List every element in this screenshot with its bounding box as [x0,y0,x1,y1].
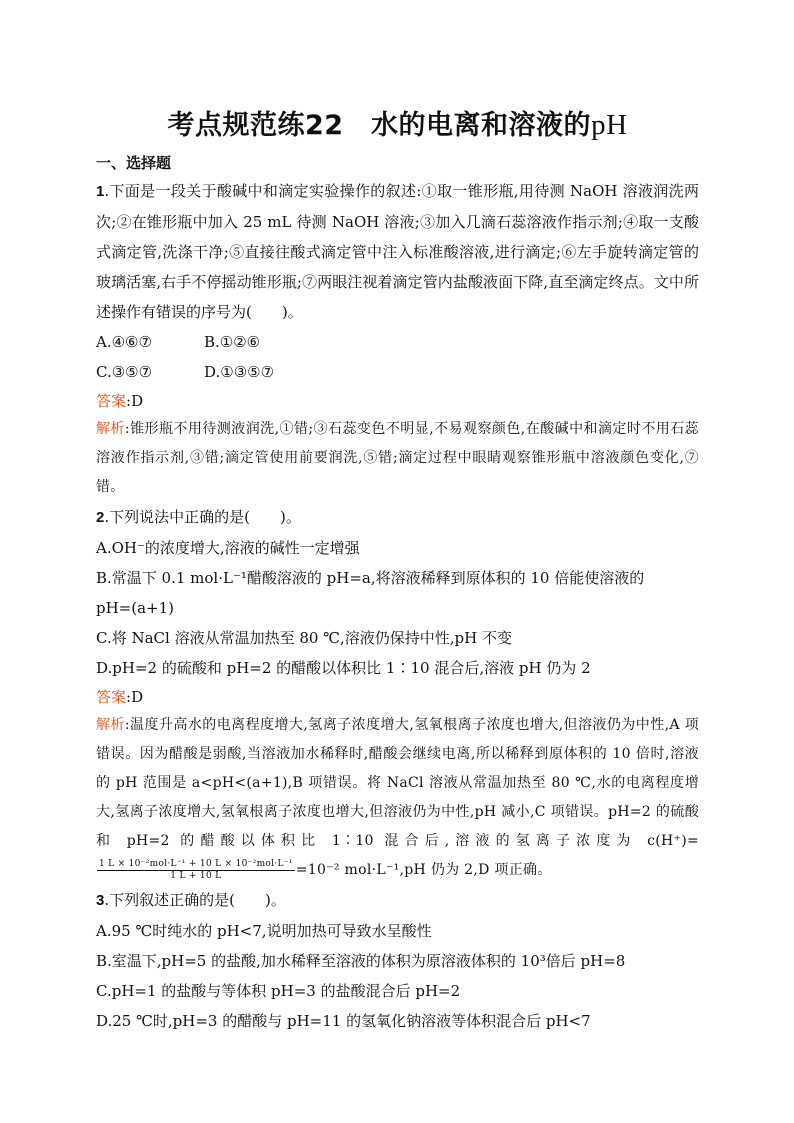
question-number: 3 [96,892,105,909]
option-a: A.OH⁻的浓度增大,溶液的碱性一定增强 [96,539,360,557]
option-b: B.①②⑥ [204,333,261,351]
explanation [96,711,699,885]
question-1 [96,176,699,502]
fraction-numerator: 1 L × 10⁻²mol·L⁻¹ + 10 L × 10⁻²mol·L⁻¹ [99,858,293,869]
options [96,327,699,387]
question-body: .下列说法中正确的是( )。 [104,508,301,526]
option-b: B.室温下,pH=5 的盐酸,加水稀释至溶液的体积为原溶液体积的 10³倍后 pH=8 [96,952,626,970]
answer-value: :D [126,688,144,706]
option-d: D.①③⑤⑦ [204,363,275,381]
question-3 [96,885,699,1036]
fraction-denominator: 1 L + 10 L [170,870,222,881]
explanation-text: :温度升高水的电离程度增大,氢离子浓度增大,氢氧根离子浓度也增大,但溶液仍为中性,A 项错误。因为醋酸是弱酸,当溶液加水稀释时,醋酸会继续电离,所以稀释到原体积的 10 倍时,溶液的 pH 范围是 a<pH<(a+1),B 项错误。将 NaCl 溶液从常温加热至 80 ℃,水的电离程度增大,氢离子浓度增大,氢氧根离子浓度也增大,但溶液仍为中性,pH 减小,C 项错误。pH=2 的硫酸和 pH=2 的醋酸以体积比 1∶10 混合后,溶液的氢离子浓度为 [96,717,699,849]
option-b-cont: pH=(a+1) [96,599,175,617]
option-a: A.95 ℃时纯水的 pH<7,说明加热可导致水呈酸性 [96,922,432,940]
title-ph: pH [591,109,628,141]
title-main: 考点规范练22 水的电离和溶液的 [167,110,592,141]
explanation [96,415,699,502]
concentration-fraction [97,859,295,882]
section-heading: 一、选择题 [96,154,172,172]
question-body: .下列叙述正确的是( )。 [104,891,286,909]
page-title [96,0,699,146]
explanation-label: 解析 [96,421,125,437]
formula-prefix: c(H⁺)= [647,833,699,849]
option-c: C.将 NaCl 溶液从常温加热至 80 ℃,溶液仍保持中性,pH 不变 [96,629,512,647]
question-text [96,176,699,327]
option-a: A.④⑥⑦ [96,333,152,351]
explanation-text: :锥形瓶不用待测液润洗,①错;③石蕊变色不明显,不易观察颜色,在酸碱中和滴定时不用石蕊溶液作指示剂,③错;滴定管使用前要润洗,⑤错;滴定过程中眼睛观察锥形瓶中溶液颜色变化,⑦错。 [96,421,699,495]
answer-value: :D [126,392,144,410]
option-c: C.③⑤⑦ [96,363,153,381]
question-2 [96,502,699,885]
answer-label: 答案 [96,688,127,706]
option-c: C.pH=1 的盐酸与等体积 pH=3 的盐酸混合后 pH=2 [96,982,461,1000]
option-b: B.常温下 0.1 mol·L⁻¹醋酸溶液的 pH=a,将溶液稀释到原体积的 10 倍能使溶液的 [96,569,645,587]
question-text [96,885,699,916]
option-d: D.pH=2 的硫酸和 pH=2 的醋酸以体积比 1∶10 混合后,溶液 pH 仍为 2 [96,659,591,677]
question-body: .下面是一段关于酸碱中和滴定实验操作的叙述:①取一锥形瓶,用待测 NaOH 溶液润洗两次;②在锥形瓶中加入 25 mL 待测 NaOH 溶液;③加入几滴石蕊溶液作指示剂;④取一支酸式滴定管,洗涤干净;⑤直接往酸式滴定管中注入标准酸溶液,进行滴定;⑥左手旋转滴定管的玻璃活塞,右手不停摇动锥形瓶;⑦两眼注视着滴定管内盐酸液面下降,直至滴定终点。文中所述操作有错误的序号为( )。 [96,182,699,321]
answer-label: 答案 [96,392,127,410]
answer [96,683,699,711]
option-d: D.25 ℃时,pH=3 的醋酸与 pH=11 的氢氧化钠溶液等体积混合后 pH<7 [96,1012,591,1030]
explanation-label: 解析 [96,717,125,733]
question-text [96,502,699,533]
formula-suffix: =10⁻² mol·L⁻¹,pH 仍为 2,D 项正确。 [295,862,552,878]
answer [96,387,699,415]
question-number: 2 [96,509,105,526]
question-number: 1 [96,183,105,200]
